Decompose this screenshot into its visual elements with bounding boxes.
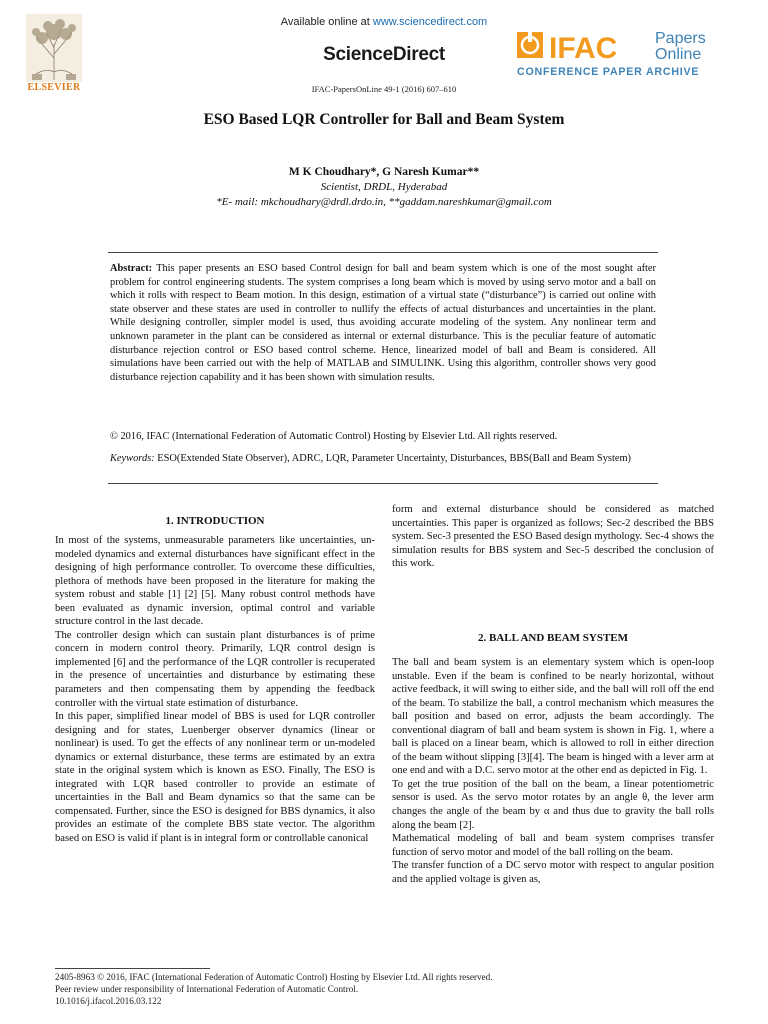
bbs-paragraph-2: To get the true position of the ball on the beam, a linear potentiometric sensor is used. As the servo motor rotates by an angle θ, the lever arm changes the angle of the beam by α and thus due to gravity the ball rolls along the beam [2].: [392, 778, 714, 831]
section-heading-introduction: 1. INTRODUCTION: [165, 515, 265, 527]
intro-paragraph-3: In this paper, simplified linear model of BBS is used for LQR controller designing and for states, Luenberger observer dynamics (linear or nonlinear) is used. To get the effects of any nonlinear term or un-modeled dynamics or external disturbance, these terms are estimated by an extra state in the original system which is known as ESO. Finally, The ESO is integrated with LQR based controller to provide an estimate of uncertainties in the Ball and Beam dynamics so that the same can be compensated. Further, since the ESO is designed for BBS dynamics, it also provides an estimate of the complete BBS state vector. The algorithm based on ESO is valid if plant is in integral form or controllable canonical: [55, 711, 375, 845]
papers-logo-text: Papers: [655, 30, 706, 47]
section-heading-ball-and-beam: 2. BALL AND BEAM SYSTEM: [477, 632, 629, 644]
authors: M K Choudhary*, G Naresh Kumar**: [288, 166, 480, 178]
left-column: [55, 534, 375, 846]
bbs-paragraph-4: The transfer function of a DC servo motor with respect to angular position and the applied voltage is given as,: [392, 860, 714, 885]
abstract-label: Abstract:: [110, 263, 153, 274]
footer-peer-review: Peer review under responsibility of International Federation of Automatic Control.: [55, 983, 359, 994]
abstract-bottom-rule: [108, 483, 658, 484]
affiliation: Scientist, DRDL, Hyderabad: [320, 181, 448, 193]
intro-continuation-paragraph: form and external disturbance should be considered as matched uncertainties. This paper is organized as follows; Sec-2 described the BBS system. Sec-3 presented the ESO Based design mythology. Sec-4 shows the simulation results for BBS system and Sec-5 described the conclusion of this work.: [392, 504, 714, 570]
footer-copyright: 2405-8963 © 2016, IFAC (International Federation of Automatic Control) Hosting by Elsevier Ltd. All rights reserved.: [55, 972, 493, 982]
paper-title: ESO Based LQR Controller for Ball and Beam System: [203, 111, 565, 128]
available-online-label: Available online at: [280, 16, 373, 28]
intro-paragraph-1: In most of the systems, unmeasurable parameters like uncertainties, un-modeled dynamics and external disturbances have significant effect in the designing of high performance controller. To overcome these difficulties, plethora of methods have been proposed in the literature for making the system robust and stable [1] [2] [5]. Many robust control methods have been evaluated as dynamic inversion, optimal control and variable structure control in the last decade.: [55, 535, 375, 628]
ifac-logo-text: IFAC: [549, 32, 618, 65]
footer-doi[interactable]: 10.1016/j.ifacol.2016.03.122: [55, 995, 162, 1006]
bbs-paragraph-3: Mathematical modeling of ball and beam system comprises transfer function of servo motor and model of the ball rolling on the beam.: [392, 833, 714, 858]
right-column-body: [392, 656, 714, 886]
intro-paragraph-2: The controller design which can sustain plant disturbances is of prime concern in modern control theory. Primarily, LQR control design is implemented [6] and the performance of the LQR controller is recuperated in the presence of uncertainties and disturbance by estimating these parameters and then compensating them by appending the feedback controller with the virtual state estimation of disturbance.: [55, 629, 375, 709]
abstract-top-rule: [108, 252, 658, 253]
footer-rule: [55, 968, 210, 969]
bbs-paragraph-1: The ball and beam system is an elementary system which is open-loop unstable. Even if the beam is confined to be nearly horizontal, without active feedback, it will swing to either side, and the ball will roll off the end of the beam. To stabilize the ball, a control mechanism which measures the ball position and based on error, adjusts the beam accordingly. The conventional diagram of ball and beam system is shown in Fig. 1, where a ball is placed on a linear beam, which is allowed to roll in either direction of the beam without slipping [3][4]. The beam is hinged with a lever arm at one end and with a D.C. servo motor at the other end as depicted in Fig. 1.: [392, 657, 714, 777]
keywords-label: Keywords:: [110, 453, 155, 464]
keywords: [110, 452, 656, 466]
sciencedirect-wordmark: ScienceDirect: [323, 44, 445, 65]
keywords-list: ESO(Extended State Observer), ADRC, LQR, Parameter Uncertainty, Disturbances, BBS(Ball and Beam System): [157, 453, 631, 464]
abstract-body: This paper presents an ESO based Control design for ball and beam system which is one of the most sought after problem for control engineering students. The system comprises a long beam which is moved by using servo motor and a ball on which it rolls with respect to Beam motion. In this design, estimation of a virtual state (“disturbance”) is carried out online with state observer and these states are used in controller to nullify the effects of actual disturbances and uncertainties in the plant. While designing controller, simpler model is used, thus avoiding accurate modeling of the system. Any nonlinear term and unknown parameter in the plant can be considered as internal or external disturbance. This is the peculiar feature of automatic disturbance rejection control or ESO based control scheme. Hence, linearized model of ball and Beam is considered. All simulations have been carried out with the help of MATLAB and SIMULINK. Using this algorithm, controller shows very good disturbance rejection capability and it has been shown with simulation results.: [110, 263, 656, 383]
sciencedirect-link[interactable]: www.sciencedirect.com: [372, 16, 488, 28]
online-logo-text: Online: [655, 46, 702, 63]
elsevier-wordmark: ELSEVIER: [27, 82, 81, 93]
abstract-copyright: © 2016, IFAC (International Federation of Automatic Control) Hosting by Elsevier Ltd. All rights reserved.: [110, 431, 558, 442]
conference-archive-label: CONFERENCE PAPER ARCHIVE: [517, 66, 700, 78]
available-online-line: [0, 16, 768, 28]
author-emails: *E- mail: mkchoudhary@drdl.drdo.in, **gaddam.nareshkumar@gmail.com: [216, 196, 552, 208]
right-column-top: [392, 503, 714, 571]
journal-reference: IFAC-PapersOnLine 49-1 (2016) 607–610: [311, 84, 457, 94]
abstract: [110, 262, 656, 384]
footer: [55, 972, 493, 1007]
